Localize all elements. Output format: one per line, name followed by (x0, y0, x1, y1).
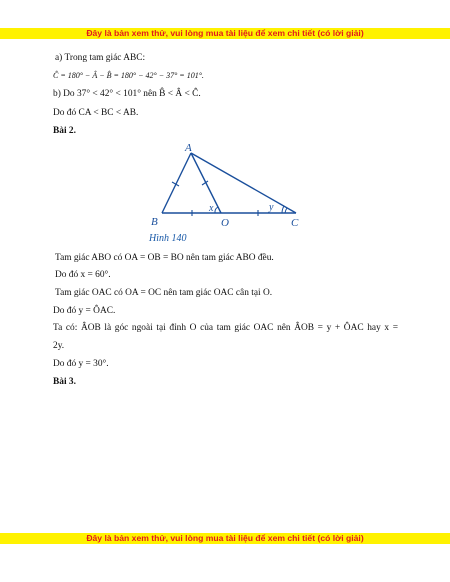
label-c: C (291, 217, 299, 229)
angle-y-arc-inner (285, 208, 287, 213)
figure-caption: Hình 140 (149, 233, 187, 244)
line-exterior-angle: Ta có: ÂOB là góc ngoài tại đỉnh O của tam giác OAC nên ÂOB = y + ÔAC hay x = (53, 323, 398, 333)
preview-banner-text-bottom: Đây là bản xem thử, vui lòng mua tài liệu để xem chi tiết (có lời giải) (86, 533, 364, 543)
triangle-figure (94, 91, 314, 236)
line-x-value: Do đó x = 60°. (55, 270, 111, 280)
label-x: x (209, 203, 214, 214)
triangle-lines (162, 153, 296, 213)
line-y-value: Do đó y = 30°. (53, 359, 109, 369)
angle-y-arc (282, 206, 284, 213)
preview-banner-top (0, 28, 450, 39)
preview-banner-bottom (0, 533, 450, 544)
line-triangle-oac: Tam giác OAC có OA = OC nên tam giác OAC cân tại O. (55, 288, 273, 298)
equation-angle-c: Ĉ = 180° − Â − B̂ = 180° − 42° − 37° = 101°. (53, 71, 204, 80)
angle-x-arc (215, 207, 218, 213)
part-a-heading: a) Trong tam giác ABC: (55, 53, 146, 63)
conclusion-line: Do đó CA < BC < AB. (53, 108, 139, 118)
line-2y: 2y. (53, 341, 65, 351)
label-y: y (269, 202, 274, 213)
preview-banner-text: Đây là bản xem thử, vui lòng mua tài liệu để xem chi tiết (có lời giải) (86, 28, 364, 38)
line-y-equals-oac: Do đó y = ÔAC. (53, 306, 116, 316)
part-b-text: b) Do 37° < 42° < 101° nên B̂ < Â < Ĉ. (53, 89, 201, 99)
section-bai-3: Bài 3. (53, 377, 76, 387)
label-o: O (221, 217, 229, 229)
label-a: A (185, 142, 192, 154)
segment-ab (162, 153, 191, 213)
section-bai-2: Bài 2. (53, 126, 76, 136)
label-b: B (151, 216, 158, 228)
line-triangle-abo: Tam giác ABO có OA = OB = BO nên tam giác ABO đều. (55, 253, 274, 263)
